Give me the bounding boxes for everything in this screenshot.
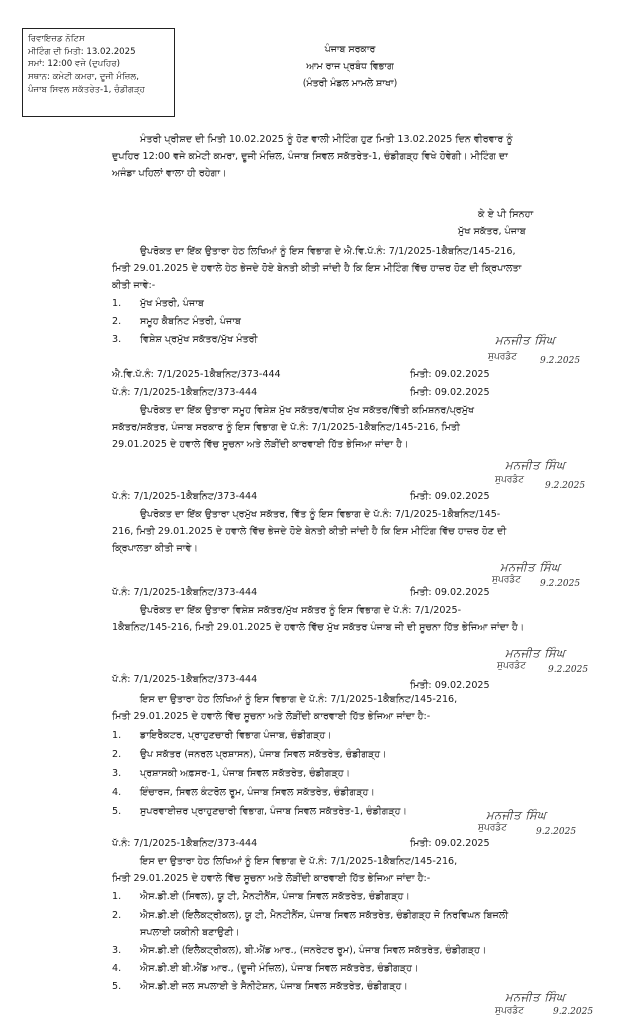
- para5-line-2: ਮਿਤੀ 29.01.2025 ਦੇ ਹਵਾਲੇ ਵਿੱਚ ਸੂਚਨਾ ਅਤੇ ਲੋੜੀਂਦੀ ਕਾਰਵਾਈ ਹਿੱਤ ਭੇਜਿਆ ਜਾਂਦਾ ਹੈ:-: [112, 711, 431, 722]
- signature-date: 9.2.2025: [553, 1007, 594, 1017]
- list-item: 3. ਐਸ.ਡੀ.ਈ (ਇਲੈਕਟ੍ਰੀਕਲ), ਬੀ.ਐਂਡ ਆਰ., (ਜਨਰੇਟਰ ਰੂਮ), ਪੰਜਾਬ ਸਿਵਲ ਸਕੱਤਰੇਤ, ਚੰਡੀਗੜ੍ਹ।: [112, 945, 487, 956]
- list-item: 5. ਸੁਪਰਵਾਈਜ਼ਰ ਪ੍ਰਾਹੁਣਚਾਰੀ ਵਿਭਾਗ, ਪੰਜਾਬ ਸਿਵਲ ਸਕੱਤਰੇਤ-1, ਚੰਡੀਗੜ੍ਹ।: [112, 806, 408, 817]
- para1-line-3: ਕੀਤੀ ਜਾਵੇ:-: [112, 280, 156, 291]
- header-branch: (ਮੰਤਰੀ ਮੰਡਲ ਮਾਮਲੇ ਸ਼ਾਖਾ): [302, 78, 398, 89]
- para2-line-3: 29.01.2025 ਦੇ ਹਵਾਲੇ ਵਿੱਚ ਸੂਚਨਾ ਅਤੇ ਲੋੜੀਂਦੀ ਕਾਰਵਾਈ ਹਿੱਤ ਭੇਜਿਆ ਜਾਂਦਾ ਹੈ।: [112, 439, 409, 450]
- meeting-place-line1: ਸਥਾਨ: ਕਮੇਟੀ ਕਮਰਾ, ਦੂਜੀ ਮੰਜ਼ਿਲ,: [28, 72, 139, 83]
- ref-number-av: ਐ.ਵਿ.ਪੱ.ਨੰ: 7/1/2025-1ਕੈਬਨਿਟ/373-444: [112, 369, 281, 380]
- list-item: 2. ਉਪ ਸਕੱਤਰ (ਜਨਰਲ ਪ੍ਰਸ਼ਾਸਨ), ਪੰਜਾਬ ਸਿਵਲ ਸਕੱਤਰੇਤ, ਚੰਡੀਗੜ੍ਹ।: [112, 749, 387, 760]
- list-item-continuation: ਸਪਲਾਈ ਯਕੀਨੀ ਬਣਾਉਣੀ।: [140, 927, 240, 938]
- list-item: 2. ਸਮੂਹ ਕੈਬਨਿਟ ਮੰਤਰੀ, ਪੰਜਾਬ: [112, 316, 242, 327]
- signature-designation: ਸੁਪਰਡੰਟ: [495, 475, 524, 485]
- header-department: ਆਮ ਰਾਜ ਪ੍ਰਬੰਧ ਵਿਭਾਗ: [306, 61, 394, 72]
- para3-line-2: 216, ਮਿਤੀ 29.01.2025 ਦੇ ਹਵਾਲੇ ਵਿੱਚ ਭੇਜਦੇ ਹੋਏ ਬੇਨਤੀ ਕੀਤੀ ਜਾਂਦੀ ਹੈ ਕਿ ਇਸ ਮੀਟਿੰਗ ਵਿੱਚ ਹਾਜ਼ਰ ਹੋਣ ਦੀ: [112, 526, 507, 537]
- signature-date: 9.2.2025: [548, 665, 589, 675]
- intro-line-2: ਦੁਪਹਿਰ 12:00 ਵਜੇ ਕਮੇਟੀ ਕਮਰਾ, ਦੂਜੀ ਮੰਜ਼ਿਲ, ਪੰਜਾਬ ਸਿਵਲ ਸਕੱਤਰੇਤ-1, ਚੰਡੀਗੜ੍ਹ ਵਿਖੇ ਹੋਵੇਗੀ। ਮੀਟਿੰਗ ਦਾ: [112, 151, 508, 162]
- signature-date: 9.2.2025: [545, 481, 586, 491]
- notice-title: ਰਿਵਾਇਜ਼ਡ ਨੋਟਿਸ: [28, 34, 85, 44]
- chief-secretary-name: ਕੇ ਏ ਪੀ ਸਿਨਹਾ: [478, 209, 534, 220]
- signature-scribble: ਮਨਜੀਤ ਸਿੰਘ: [500, 560, 561, 574]
- header-government: ਪੰਜਾਬ ਸਰਕਾਰ: [324, 44, 376, 55]
- signature-scribble: ਮਨਜੀਤ ਸਿੰਘ: [486, 808, 547, 822]
- ref-date: ਮਿਤੀ: 09.02.2025: [410, 491, 490, 502]
- signature-scribble: ਮਨਜੀਤ ਸਿੰਘ: [495, 333, 556, 347]
- intro-line-3: ਅਜੰਡਾ ਪਹਿਲਾਂ ਵਾਲਾ ਹੀ ਰਹੇਗਾ।: [112, 168, 227, 179]
- signature-scribble: ਮਨਜੀਤ ਸਿੰਘ: [505, 646, 566, 660]
- signature-designation: ਸੁਪਰਡੰਟ: [492, 575, 521, 585]
- para3-line-3: ਕ੍ਰਿਪਾਲਤਾ ਕੀਤੀ ਜਾਵੇ।: [112, 543, 198, 554]
- list-item: 1. ਮੁੱਖ ਮੰਤਰੀ, ਪੰਜਾਬ: [112, 298, 205, 309]
- ref-date: ਮਿਤੀ: 09.02.2025: [410, 387, 490, 398]
- list-item: 4. ਇੰਚਾਰਜ, ਸਿਵਲ ਕੰਟਰੋਲ ਰੂਮ, ਪੰਜਾਬ ਸਿਵਲ ਸਕੱਤਰੇਤ, ਚੰਡੀਗੜ੍ਹ।: [112, 787, 375, 798]
- signature-date: 9.2.2025: [540, 579, 581, 589]
- meeting-place-line2: ਪੰਜਾਬ ਸਿਵਲ ਸਕੱਤਰੇਤ-1, ਚੰਡੀਗੜ੍ਹ: [28, 84, 145, 95]
- list-item: 1. ਡਾਇਰੈਕਟਰ, ਪ੍ਰਾਹੁਣਚਾਰੀ ਵਿਭਾਗ ਪੰਜਾਬ, ਚੰਡੀਗੜ੍ਹ।: [112, 730, 332, 741]
- intro-line-1: ਮੰਤਰੀ ਪ੍ਰੀਸ਼ਦ ਦੀ ਮਿਤੀ 10.02.2025 ਨੂੰ ਹੋਣ ਵਾਲੀ ਮੀਟਿੰਗ ਹੁਣ ਮਿਤੀ 13.02.2025 ਦਿਨ ਵੀਰਵਾਰ ਨੂੰ: [140, 134, 513, 145]
- para1-line-1: ਉਪਰੋਕਤ ਦਾ ਇੱਕ ਉਤਾਰਾ ਹੇਠ ਲਿਖਿਆਂ ਨੂੰ ਇਸ ਵਿਭਾਗ ਦੇ ਐ.ਵਿ.ਪੱ.ਨੰ: 7/1/2025-1ਕੈਬਨਿਟ/145-216,: [140, 246, 516, 257]
- chief-secretary-designation: ਮੁੱਖ ਸਕੱਤਰ, ਪੰਜਾਬ: [458, 226, 526, 237]
- list-item: 5. ਐਸ.ਡੀ.ਈ ਜਲ ਸਪਲਾਈ ਤੇ ਸੈਨੀਟੇਸ਼ਨ, ਪੰਜਾਬ ਸਿਵਲ ਸਕੱਤਰੇਤ, ਚੰਡੀਗੜ੍ਹ।: [112, 981, 408, 992]
- para1-line-2: ਮਿਤੀ 29.01.2025 ਦੇ ਹਵਾਲੇ ਹੇਠ ਭੇਜਦੇ ਹੋਏ ਬੇਨਤੀ ਕੀਤੀ ਜਾਂਦੀ ਹੈ ਕਿ ਇਸ ਮੀਟਿੰਗ ਵਿੱਚ ਹਾਜ਼ਰ ਹੋਣ ਦੀ ਕ੍ਰਿਪਾਲਤਾ: [112, 263, 522, 274]
- ref-number: ਪੱ.ਨੰ: 7/1/2025-1ਕੈਬਨਿਟ/373-444: [112, 587, 258, 598]
- para2-line-2: ਸਕੱਤਰ/ਸਕੱਤਰ, ਪੰਜਾਬ ਸਰਕਾਰ ਨੂੰ ਇਸ ਵਿਭਾਗ ਦੇ ਪੱ.ਨੰ: 7/1/2025-1ਕੈਬਨਿਟ/145-216, ਮਿਤੀ: [112, 422, 460, 433]
- ref-date: ਮਿਤੀ: 09.02.2025: [410, 838, 490, 849]
- signature-scribble: ਮਨਜੀਤ ਸਿੰਘ: [505, 458, 566, 472]
- meeting-date: ਮੀਟਿੰਗ ਦੀ ਮਿਤੀ: 13.02.2025: [28, 46, 136, 57]
- list-item: 3. ਵਿਸ਼ੇਸ਼ ਪ੍ਰਮੁੱਖ ਸਕੱਤਰ/ਮੁੱਖ ਮੰਤਰੀ: [112, 334, 258, 345]
- signature-scribble: ਮਨਜੀਤ ਸਿੰਘ: [505, 990, 566, 1004]
- signature-designation: ਸੁਪਰਡੰਟ: [495, 1006, 524, 1016]
- meeting-time: ਸਮਾਂ: 12:00 ਵਜੇ (ਦੁਪਹਿਰ): [28, 59, 120, 70]
- ref-date-av: ਮਿਤੀ: 09.02.2025: [410, 369, 490, 380]
- para6-line-1: ਇਸ ਦਾ ਉਤਾਰਾ ਹੇਠ ਲਿਖਿਆਂ ਨੂੰ ਇਸ ਵਿਭਾਗ ਦੇ ਪੱ.ਨੰ: 7/1/2025-1ਕੈਬਨਿਟ/145-216,: [140, 856, 458, 867]
- ref-date: ਮਿਤੀ: 09.02.2025: [410, 587, 490, 598]
- para2-line-1: ਉਪਰੋਕਤ ਦਾ ਇੱਕ ਉਤਾਰਾ ਸਮੂਹ ਵਿਸ਼ੇਸ਼ ਮੁੱਖ ਸਕੱਤਰ/ਵਧੀਕ ਮੁੱਖ ਸਕੱਤਰ/ਵਿੱਤੀ ਕਮਿਸ਼ਨਰ/ਪ੍ਰਮੁੱਖ: [140, 405, 475, 416]
- signature-designation: ਸੁਪਰਡੰਟ: [478, 823, 507, 833]
- ref-number: ਪੱ.ਨੰ: 7/1/2025-1ਕੈਬਨਿਟ/373-444: [112, 387, 258, 398]
- ref-number: ਪੱ.ਨੰ: 7/1/2025-1ਕੈਬਨਿਟ/373-444: [112, 674, 258, 685]
- revised-notice-box: [22, 28, 175, 117]
- ref-number: ਪੱ.ਨੰ: 7/1/2025-1ਕੈਬਨਿਟ/373-444: [112, 491, 258, 502]
- signature-date: 9.2.2025: [540, 356, 581, 366]
- signature-date: 9.2.2025: [536, 827, 577, 837]
- para3-line-1: ਉਪਰੋਕਤ ਦਾ ਇੱਕ ਉਤਾਰਾ ਪ੍ਰਮੁੱਖ ਸਕੱਤਰ, ਵਿੱਤ ਨੂੰ ਇਸ ਵਿਭਾਗ ਦੇ ਪੱ.ਨੰ: 7/1/2025-1ਕੈਬਨਿਟ/145-: [140, 509, 501, 520]
- list-item: 2. ਐਸ.ਡੀ.ਈ (ਇਲੈਕਟ੍ਰੀਕਲ), ਯੂ ਟੀ, ਮੈਨਟੀਨੈਂਸ, ਪੰਜਾਬ ਸਿਵਲ ਸਕੱਤਰੇਤ, ਚੰਡੀਗੜ੍ਹ ਜੋ ਨਿਰਵਿਘਨ ਬਿਜਲੀ: [112, 910, 509, 921]
- para6-line-2: ਮਿਤੀ 29.01.2025 ਦੇ ਹਵਾਲੇ ਵਿੱਚ ਸੂਚਨਾ ਅਤੇ ਲੋੜੀਂਦੀ ਕਾਰਵਾਈ ਹਿੱਤ ਭੇਜਿਆ ਜਾਂਦਾ ਹੈ:-: [112, 873, 431, 884]
- signature-designation: ਸੁਪਰਡੰਟ: [488, 352, 517, 362]
- para4-line-2: 1ਕੈਬਨਿਟ/145-216, ਮਿਤੀ 29.01.2025 ਦੇ ਹਵਾਲੇ ਵਿੱਚ ਮੁੱਖ ਸਕੱਤਰ ਪੰਜਾਬ ਜੀ ਦੀ ਸੂਚਨਾ ਹਿੱਤ ਭੇਜਿਆ ਜਾਂਦਾ ਹੈ।: [112, 622, 525, 633]
- list-item: 3. ਪ੍ਰਸ਼ਾਸਕੀ ਅਫ਼ਸਰ-1, ਪੰਜਾਬ ਸਿਵਲ ਸਕੱਤਰੇਤ, ਚੰਡੀਗੜ੍ਹ।: [112, 768, 351, 779]
- ref-date: ਮਿਤੀ: 09.02.2025: [410, 680, 490, 691]
- para5-line-1: ਇਸ ਦਾ ਉਤਾਰਾ ਹੇਠ ਲਿਖਿਆਂ ਨੂੰ ਇਸ ਵਿਭਾਗ ਦੇ ਪੱ.ਨੰ: 7/1/2025-1ਕੈਬਨਿਟ/145-216,: [140, 694, 458, 705]
- list-item: 4. ਐਸ.ਡੀ.ਈ ਬੀ.ਐਂਡ ਆਰ., (ਦੂਜੀ ਮੰਜ਼ਿਲ), ਪੰਜਾਬ ਸਿਵਲ ਸਕੱਤਰੇਤ, ਚੰਡੀਗੜ੍ਹ।: [112, 963, 419, 974]
- ref-number: ਪੱ.ਨੰ: 7/1/2025-1ਕੈਬਨਿਟ/373-444: [112, 838, 258, 849]
- list-item: 1. ਐਸ.ਡੀ.ਈ (ਸਿਵਲ), ਯੂ ਟੀ, ਮੈਨਟੀਨੈਂਸ, ਪੰਜਾਬ ਸਿਵਲ ਸਕੱਤਰੇਤ, ਚੰਡੀਗੜ੍ਹ।: [112, 891, 410, 902]
- signature-designation: ਸੁਪਰਡੰਟ: [497, 661, 526, 671]
- para4-line-1: ਉਪਰੋਕਤ ਦਾ ਇੱਕ ਉਤਾਰਾ ਵਿਸ਼ੇਸ਼ ਸਕੱਤਰ/ਮੁੱਖ ਸਕੱਤਰ ਨੂੰ ਇਸ ਵਿਭਾਗ ਦੇ ਪੱ.ਨੰ: 7/1/2025-: [140, 605, 462, 616]
